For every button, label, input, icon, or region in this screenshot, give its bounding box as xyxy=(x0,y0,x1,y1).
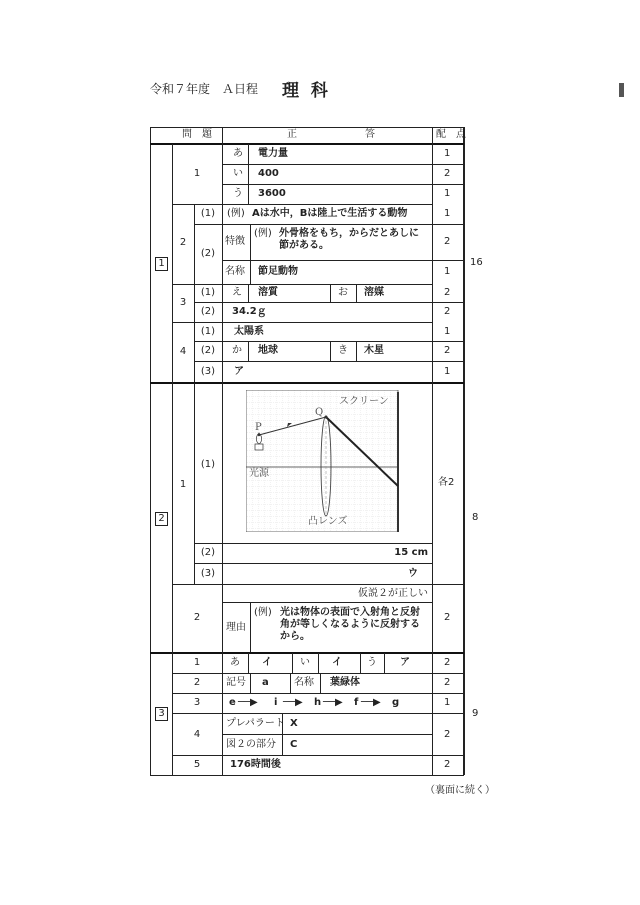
q1-p3-value-o: 溶媒 xyxy=(364,287,384,298)
q1-p1-number: 1 xyxy=(193,168,201,179)
q1-p4-s1-pts: 1 xyxy=(444,326,451,337)
q3-p3-pts: 1 xyxy=(444,697,451,708)
q1-p4-s3-pts: 1 xyxy=(444,366,451,377)
q1-p2-line-feature xyxy=(222,260,464,261)
point-p xyxy=(258,434,260,436)
q3-p4-pts: 2 xyxy=(444,729,451,740)
q1-p4-s1-number: (1) xyxy=(200,326,216,337)
q1-p2-s1-pts: 1 xyxy=(444,208,451,219)
col-header-answer-1: 正 xyxy=(287,129,297,140)
header-divider xyxy=(150,143,464,145)
q1-p1-value-a: 電力量 xyxy=(258,148,288,159)
q1-p2-s1-ex: (例) xyxy=(227,208,245,219)
q1-p2-feature-value: 外骨格をもち，からだとあしに節がある。 xyxy=(279,228,419,251)
q3-p1-pts: 2 xyxy=(444,657,451,668)
q3-p5-value: 176時間後 xyxy=(230,759,281,770)
lens-ray-diagram xyxy=(246,390,406,532)
q1-p2-name-value: 節足動物 xyxy=(258,266,298,277)
q1-q2-divider xyxy=(150,382,464,384)
q1-p3-s1-number: (1) xyxy=(200,287,216,298)
q3-p1-cell-line-4 xyxy=(360,653,361,673)
q1-p3-key-o: お xyxy=(338,287,348,298)
q1-p2-name-pts: 1 xyxy=(444,266,451,277)
q1-p2-s2-number: (2) xyxy=(200,248,216,259)
q3-p3-seq-1: e xyxy=(229,697,236,708)
q3-p2-cell-line-1 xyxy=(250,673,251,693)
continued-note: （裏面に続く） xyxy=(425,785,495,796)
q3-p4-prep-label: プレパラート xyxy=(226,718,285,729)
seq-arrow-icon: ──▶ xyxy=(283,697,303,708)
q1-p4-key-line-ki xyxy=(356,341,357,361)
seq-arrow-icon: ──▶ xyxy=(361,697,381,708)
q1-p2-s1-number: (1) xyxy=(200,208,216,219)
q3-p3-seq-2: i xyxy=(274,697,278,708)
q3-p4-number: 4 xyxy=(193,729,201,740)
q2-box-number: 2 xyxy=(155,512,168,526)
q1-p2-feature-label: 特徴 xyxy=(225,236,245,247)
q1-p4-number: 4 xyxy=(179,346,187,357)
q1-total-points: 16 xyxy=(470,257,483,268)
q3-p1-value-a: イ xyxy=(262,657,272,668)
q3-p1-cell-line-1 xyxy=(248,653,249,673)
q1-p4-s3-number: (3) xyxy=(200,366,216,377)
q1-line-p1 xyxy=(172,204,432,205)
q1-p3-key-line-o xyxy=(356,284,357,302)
q1-p2-feature-ex: (例) xyxy=(254,228,272,239)
q2-p1-s2-value: 15 cm xyxy=(394,547,428,558)
exam-year-label: 令和７年度 Ａ日程 xyxy=(150,82,259,96)
q1-p4-line-s1 xyxy=(194,341,464,342)
q1-p1-row-line-2 xyxy=(222,184,464,185)
q2-p1-number: 1 xyxy=(179,479,187,490)
q1-p4-key-ka: か xyxy=(232,345,242,356)
q1-box-number: 1 xyxy=(155,257,168,271)
q1-p3-s1-pts: 2 xyxy=(444,287,451,298)
q3-p1-cell-line-5 xyxy=(384,653,385,673)
q2-p1-s3-value: ウ xyxy=(408,568,418,579)
q3-line-p4 xyxy=(172,713,464,714)
q1-p1-key-u: う xyxy=(233,188,243,199)
q1-p2-name-label: 名称 xyxy=(225,266,245,277)
q2-p1-s1-number: (1) xyxy=(200,459,216,470)
q1-p3-key-e: え xyxy=(232,287,242,298)
q3-p5-number: 5 xyxy=(193,759,201,770)
col-line-points xyxy=(464,127,465,775)
q3-p3-number: 3 xyxy=(193,697,201,708)
q3-p4-part-value: C xyxy=(290,739,298,750)
seq-arrow-icon: ──▶ xyxy=(323,697,343,708)
q1-p4-key-ki: き xyxy=(338,345,348,356)
q1-p1-key-i: い xyxy=(233,168,243,179)
q1-p4-s2-pts: 2 xyxy=(444,345,451,356)
q2-line-s2 xyxy=(194,543,432,544)
q3-p2-cell-line-2 xyxy=(290,673,291,693)
q1-p3-s2-pts: 2 xyxy=(444,306,451,317)
q2-p2-label-line xyxy=(250,602,251,652)
q1-p4-mid-line xyxy=(330,341,331,361)
q1-p4-s2-number: (2) xyxy=(200,345,216,356)
q3-p2-number: 2 xyxy=(193,677,201,688)
q1-p3-mid-line xyxy=(330,284,331,302)
label-screen: スクリーン xyxy=(339,396,389,407)
q1-p2-s1-value: Aは水中，Bは陸上で生活する動物 xyxy=(252,208,408,219)
seq-arrow-icon: ──▶ xyxy=(238,697,258,708)
q3-p2-name-value: 葉緑体 xyxy=(330,677,360,688)
q3-p2-code-value: a xyxy=(262,677,269,688)
q3-p1-cell-line-3 xyxy=(318,653,319,673)
q3-p1-value-i: イ xyxy=(332,657,342,668)
subject-title: 理 科 xyxy=(282,81,331,101)
q1-p3-line-s1 xyxy=(194,302,464,303)
q3-box-number: 3 xyxy=(155,707,168,721)
q2-total-points: 8 xyxy=(472,512,479,523)
q2-p1-s1-pts: 各2 xyxy=(438,477,455,488)
q3-p4-mid-line xyxy=(222,734,432,735)
q1-line-p2 xyxy=(172,284,432,285)
label-lens: 凸レンズ xyxy=(308,516,348,527)
q1-p3-s2-value: 34.2ｇ xyxy=(232,306,267,317)
point-q xyxy=(325,416,328,419)
q2-q3-divider xyxy=(150,652,464,654)
q1-p3-s2-number: (2) xyxy=(200,306,216,317)
q1-p1-pts-u: 1 xyxy=(444,188,451,199)
q2-p2-hyp-line xyxy=(222,602,432,603)
q1-p4-line-s2 xyxy=(194,361,464,362)
q2-line-p2 xyxy=(172,584,464,585)
q1-p1-pts-i: 2 xyxy=(444,168,451,179)
q1-p2-number: 2 xyxy=(179,237,187,248)
label-p: P xyxy=(255,422,262,433)
q3-total-points: 9 xyxy=(472,708,479,719)
q2-p2-number: 2 xyxy=(193,612,201,623)
q1-p2-label-line xyxy=(250,224,251,284)
q3-p2-cell-line-3 xyxy=(320,673,321,693)
q3-p1-number: 1 xyxy=(193,657,201,668)
label-light-source: 光源 xyxy=(249,468,269,479)
q1-p4-s3-value: ア xyxy=(234,366,244,377)
q1-line-p3 xyxy=(172,322,432,323)
q1-p1-pts-a: 1 xyxy=(444,148,451,159)
q2-p2-pts: 2 xyxy=(444,612,451,623)
q2-p2-reason-ex: (例) xyxy=(254,607,272,618)
q3-line-p5 xyxy=(172,755,464,756)
q1-p4-s1-value: 太陽系 xyxy=(234,326,264,337)
q3-p2-pts: 2 xyxy=(444,677,451,688)
q3-p1-value-u: ア xyxy=(400,657,410,668)
col-header-points: 配 点 xyxy=(436,129,466,140)
q1-p1-value-u: 3600 xyxy=(258,188,286,199)
col-header-question: 問 題 xyxy=(182,129,212,140)
q1-p2-feature-pts: 2 xyxy=(444,236,451,247)
q1-p3-key-line-e xyxy=(248,284,249,302)
q3-line-p2 xyxy=(172,673,464,674)
q2-line-s3 xyxy=(194,563,432,564)
q2-p2-hypothesis: 仮説２が正しい xyxy=(358,588,428,599)
q1-p3-value-e: 溶質 xyxy=(258,287,278,298)
q1-p4-value-ki: 木星 xyxy=(364,345,384,356)
q1-p1-key-line xyxy=(248,144,249,204)
q2-p1-s2-number: (2) xyxy=(200,547,216,558)
edge-mark xyxy=(619,83,624,97)
q3-p5-pts: 2 xyxy=(444,759,451,770)
q1-p4-key-line-ka xyxy=(248,341,249,361)
q2-p2-reason-label: 理由 xyxy=(226,622,246,633)
q3-p1-key-a: あ xyxy=(230,657,240,668)
col-header-answer-2: 答 xyxy=(365,129,375,140)
q3-p3-seq-5: g xyxy=(392,697,400,708)
label-q: Q xyxy=(315,407,324,418)
q3-line-p3 xyxy=(172,693,464,694)
q1-p2-line-s1 xyxy=(194,224,464,225)
q3-p4-prep-value: X xyxy=(290,718,298,729)
q1-p1-row-line-1 xyxy=(222,164,464,165)
q3-p3-seq-3: h xyxy=(314,697,322,708)
q1-p4-value-ka: 地球 xyxy=(258,345,278,356)
q3-p2-name-label: 名称 xyxy=(294,677,314,688)
q3-p1-key-i: い xyxy=(300,657,310,668)
q1-p1-value-i: 400 xyxy=(258,168,279,179)
q3-p1-cell-line-2 xyxy=(292,653,293,673)
q1-p1-key-a: あ xyxy=(233,148,243,159)
q3-p2-code-label: 記号 xyxy=(226,677,246,688)
q1-p3-number: 3 xyxy=(179,297,187,308)
q3-p1-key-u: う xyxy=(367,657,377,668)
q2-p2-reason-value: 光は物体の表面で入射角と反射角が等しくなるように反射するから。 xyxy=(280,607,420,642)
q3-p4-part-label: 図２の部分 xyxy=(226,739,276,750)
q2-p1-s3-number: (3) xyxy=(200,568,216,579)
q3-p3-seq-4: f xyxy=(354,697,359,708)
